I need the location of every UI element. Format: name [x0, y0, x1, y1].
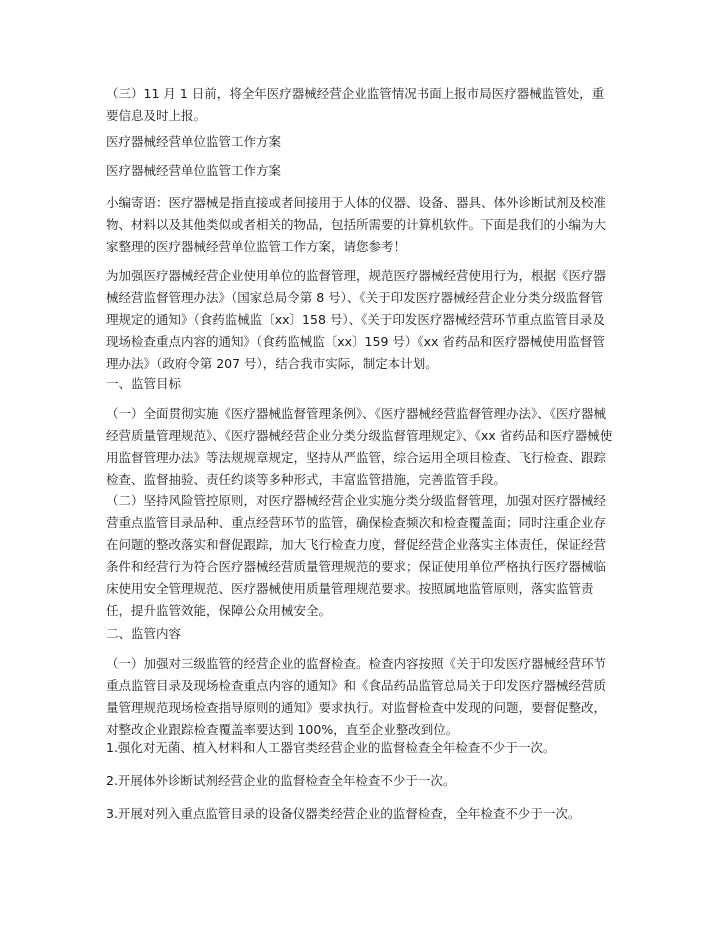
paragraph-intro: 为加强医疗器械经营企业使用单位的监督管理，规范医疗器械经营使用行为，根据《医疗器械经营监督管理办法》（国家总局令第 8 号）、《关于印发医疗器械经营企业分类分级监督管理规定的通知》（食药监械监〔xx〕158 号）、《关于印发医疗器械经营环节重点监管目录及现场检查重点内容的通知》（食药监械监〔xx〕159 号）《xx 省药品和医疗器械使用监督管理办法》（政府令第 207 号），结合我市实际，制定本计划。	[106, 268, 607, 371]
heading-section-two: 二、监管内容	[106, 626, 182, 641]
heading-title-repeat: 医疗器械经营单位监管工作方案	[106, 163, 282, 178]
paragraph-goal-two: （二）坚持风险管控原则，对医疗器械经营企业实施分类分级监督管理，加强对医疗器械经营重点监管目录品种、重点经营环节的监管，确保检查频次和检查覆盖面；同时注重企业存在问题的整改落实和督促跟踪，加大飞行检查力度，督促经营企业落实主体责任，保证经营条件和经营行为符合医疗器械经营质量管理规范的要求；保证使用单位严格执行医疗器械临床使用安全管理规范、医疗器械使用质量管理规范要求。按照属地监管原则，落实监管责任，提升监管效能，保障公众用械安全。	[106, 493, 607, 618]
paragraph-report-deadline: （三）11 月 1 日前，将全年医疗器械经营企业监管情况书面上报市局医疗器械监管处，重要信息及时上报。	[106, 86, 605, 123]
list-item-1: 1.强化对无菌、植入材料和人工器官类经营企业的监督检查全年检查不少于一次。	[106, 740, 556, 755]
heading-title: 医疗器械经营单位监管工作方案	[106, 134, 282, 149]
list-item-3: 3.开展对列入重点监管目录的设备仪器类经营企业的监督检查，全年检查不少于一次。	[106, 806, 581, 821]
list-item-2: 2.开展体外诊断试剂经营企业的监督检查全年检查不少于一次。	[106, 773, 456, 788]
paragraph-editor-note: 小编寄语：医疗器械是指直接或者间接用于人体的仪器、设备、器具、体外诊断试剂及校准物、材料以及其他类似或者相关的物品，包括所需要的计算机软件。下面是我们的小编为大家整理的医疗器械经营单位监管工作方案，请您参考！	[106, 195, 607, 254]
paragraph-content-one: （一）加强对三级监管的经营企业的监督检查。检查内容按照《关于印发医疗器械经营环节重点监管目录及现场检查重点内容的通知》和《食品药品监管总局关于印发医疗器械经营质量管理规范现场检查指导原则的通知》要求执行。对监督检查中发现的问题，要督促整改，对整改企业跟踪检查覆盖率要达到 100%，直至企业整改到位。	[106, 656, 607, 737]
heading-section-one: 一、监管目标	[106, 376, 182, 391]
paragraph-goal-one: （一）全面贯彻实施《医疗器械监督管理条例》、《医疗器械经营监督管理办法》、《医疗器械经营质量管理规范》、《医疗器械经营企业分类分级监督管理规定》、《xx 省药品和医疗器械使用监督管理办法》等法规规章规定，坚持从严监管，综合运用全项目检查、飞行检查、跟踪检查、监督抽验、责任约谈等多种形式，丰富监管措施，完善监管手段。	[106, 406, 613, 487]
